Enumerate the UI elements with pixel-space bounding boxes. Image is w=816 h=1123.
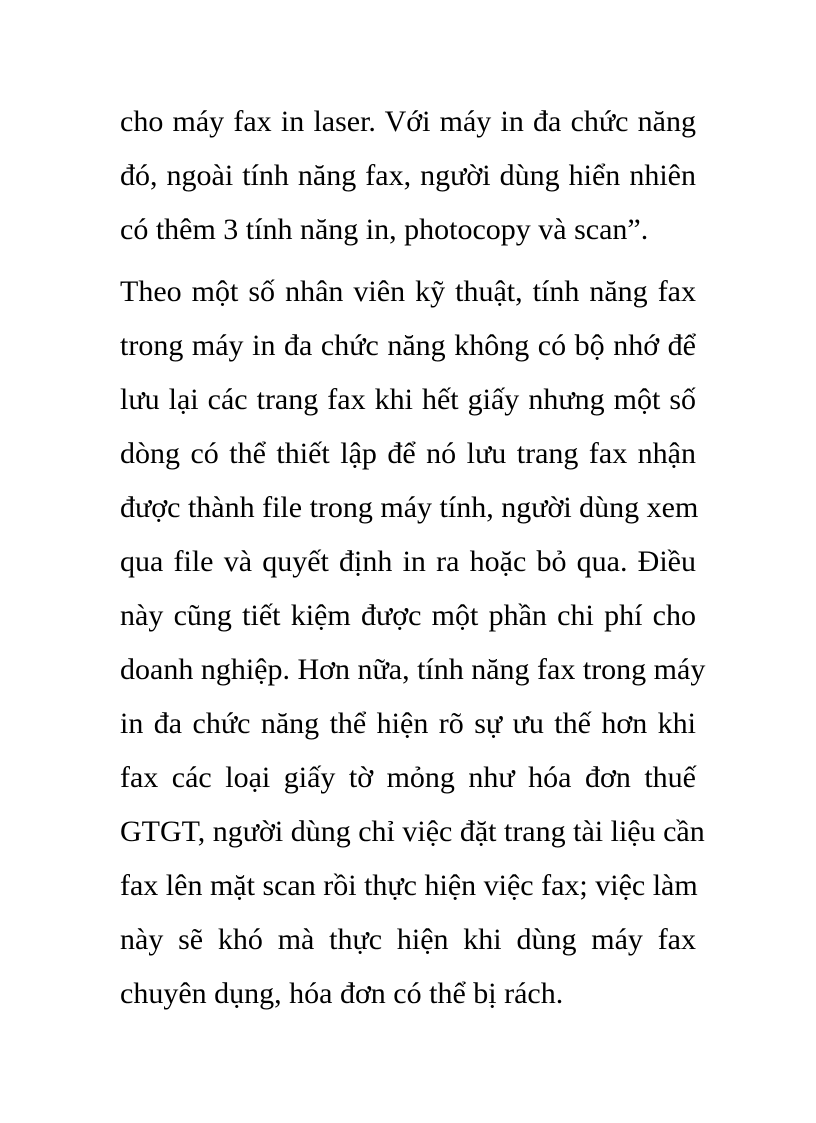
paragraph-2 <box>120 265 706 1021</box>
text-line: chuyên dụng, hóa đơn có thể bị rách. <box>120 977 564 1010</box>
text-line: GTGT, người dùng chỉ việc đặt trang tài liệu cần <box>120 815 705 848</box>
text-line: cho máy fax in laser. Với máy in đa chức năng <box>120 105 696 138</box>
text-line: lưu lại các trang fax khi hết giấy nhưng một số <box>120 383 696 416</box>
text-line: đó, ngoài tính năng fax, người dùng hiển nhiên <box>120 159 696 192</box>
text-line: doanh nghiệp. Hơn nữa, tính năng fax trong máy <box>120 653 706 686</box>
text-line: fax các loại giấy tờ mỏng như hóa đơn thuế <box>120 761 696 794</box>
text-line: Theo một số nhân viên kỹ thuật, tính năng fax <box>120 275 696 308</box>
text-line: này sẽ khó mà thực hiện khi dùng máy fax <box>120 923 696 956</box>
paragraph-1 <box>120 95 696 257</box>
text-line: qua file và quyết định in ra hoặc bỏ qua. Điều <box>120 545 696 578</box>
text-line: dòng có thể thiết lập để nó lưu trang fax nhận <box>120 437 696 470</box>
text-line: này cũng tiết kiệm được một phần chi phí cho <box>120 599 696 632</box>
text-line: được thành file trong máy tính, người dùng xem <box>120 491 699 524</box>
text-line: in đa chức năng thể hiện rõ sự ưu thế hơn khi <box>120 707 696 740</box>
text-line: có thêm 3 tính năng in, photocopy và scan”. <box>120 213 649 246</box>
text-line: fax lên mặt scan rồi thực hiện việc fax; việc làm <box>120 869 698 902</box>
text-line: trong máy in đa chức năng không có bộ nhớ để <box>120 329 696 362</box>
